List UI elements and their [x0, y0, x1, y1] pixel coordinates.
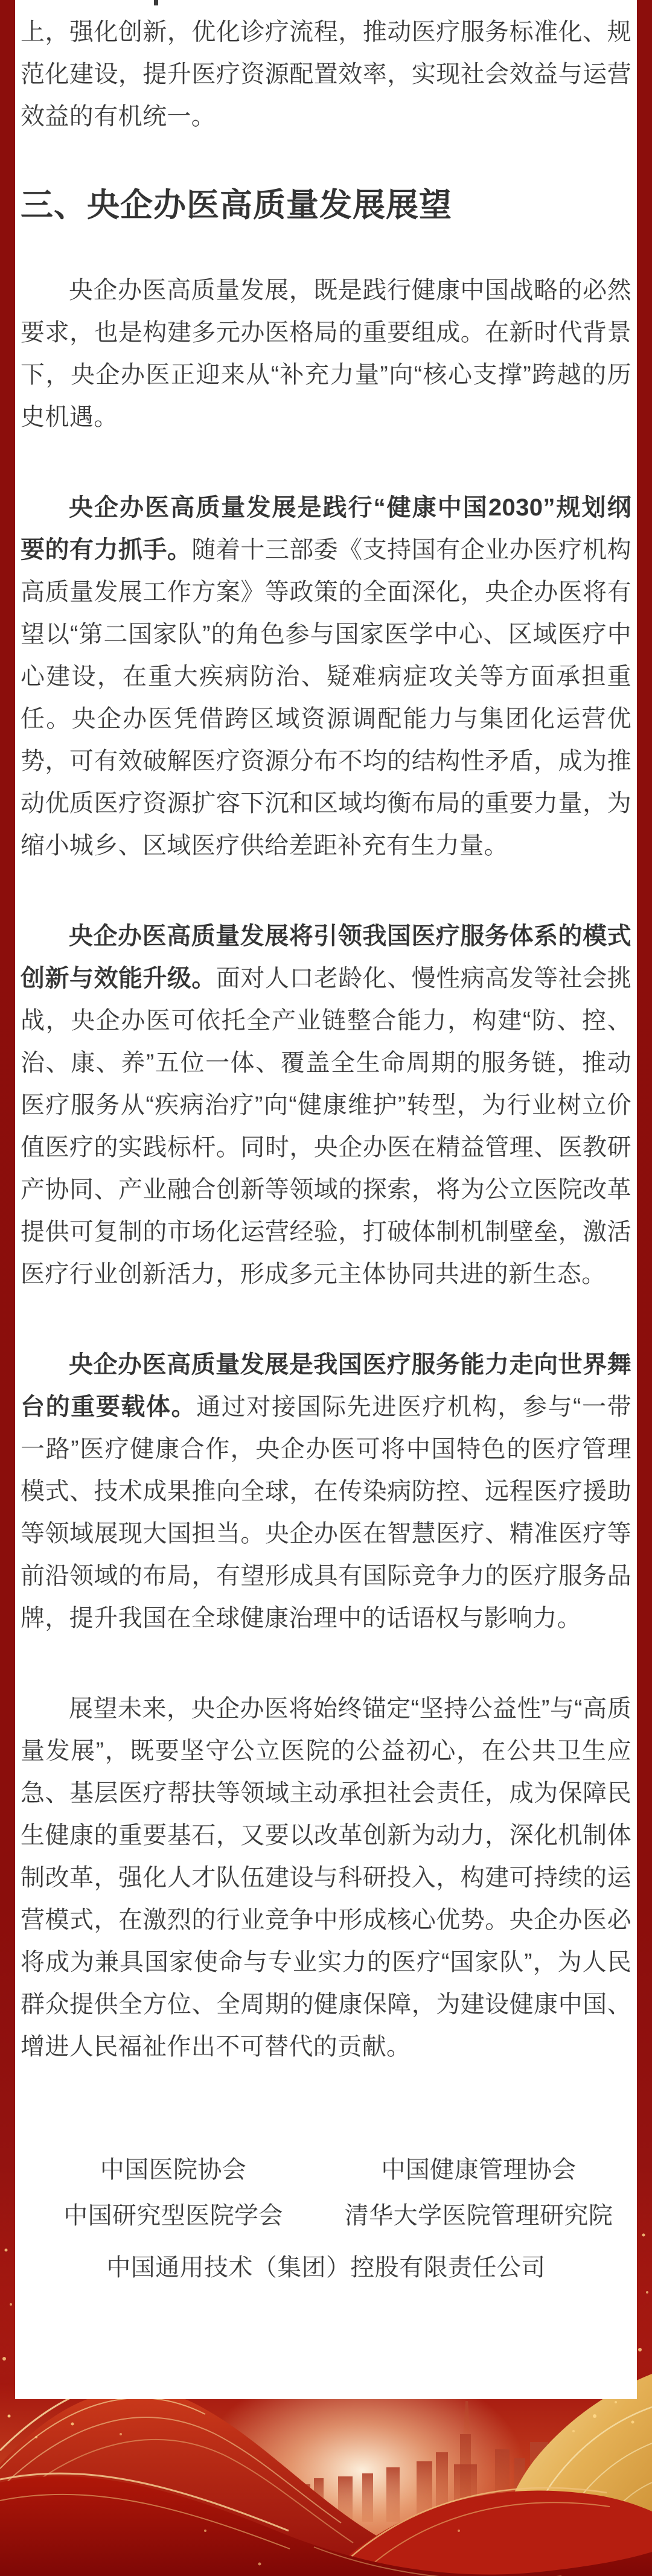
paragraph-5 — [21, 1688, 631, 2068]
signatory-name: 中国研究型医院学会 — [63, 2202, 283, 2229]
paragraph-3 — [21, 915, 631, 1295]
paragraph-lead: 央企办医高质量发展将引领我国医疗服务体系的模式创新与效能升级。 — [21, 923, 631, 992]
signatory-name: 中国医院协会 — [100, 2157, 247, 2183]
signatory-name: 中国健康管理协会 — [381, 2157, 577, 2183]
paragraph-4 — [21, 1344, 631, 1639]
signatory-name: 清华大学医院管理研究院 — [344, 2202, 613, 2229]
section-heading: 三、央企办医高质量发展展望 — [21, 187, 452, 223]
paragraph-lead: 央企办医高质量发展是践行“健康中国2030”规划纲要的有力抓手。 — [21, 494, 631, 563]
signatory-name: 中国通用技术（集团）控股有限责任公司 — [106, 2254, 546, 2281]
paragraph-2 — [21, 486, 631, 867]
signatory-row — [21, 2195, 631, 2237]
article-body — [15, 11, 637, 2289]
paragraph-1 — [21, 269, 631, 438]
content-card — [15, 0, 637, 2399]
cropped-text-remnant — [150, 0, 161, 5]
continuation-paragraph: 上，强化创新，优化诊疗流程，推动医疗服务标准化、规范化建设，提升医疗资源配置效率，实现社会效益与运营效益的有机统一。 — [21, 19, 631, 130]
signatory-row — [21, 2149, 631, 2191]
paragraph-text: 央企办医高质量发展，既是践行健康中国战略的必然要求，也是构建多元办医格局的重要组成。在新时代背景下，央企办医正迎来从“补充力量”向“核心支撑”跨越的历史机遇。 — [21, 277, 631, 430]
signatory-row — [21, 2246, 631, 2289]
paragraph-lead: 央企办医高质量发展是我国医疗服务能力走向世界舞台的重要载体。 — [21, 1351, 631, 1420]
paragraph-text: 通过对接国际先进医疗机构，参与“一带一路”医疗健康合作，央企办医可将中国特色的医疗管理模式、技术成果推向全球，在传染病防控、远程医疗援助等领域展现大国担当。央企办医在智慧医疗、精准医疗等前沿领域的布局，有望形成具有国际竞争力的医疗服务品牌，提升我国在全球健康治理中的话语权与影响力。 — [21, 1394, 631, 1631]
paragraph-text: 随着十三部委《支持国有企业办医疗机构高质量发展工作方案》等政策的全面深化，央企办医将有望以“第二国家队”的角色参与国家医学中心、区域医疗中心建设，在重大疾病防治、疑难病症攻关等方面承担重任。央企办医凭借跨区域资源调配能力与集团化运营优势，可有效破解医疗资源分布不均的结构性矛盾，成为推动优质医疗资源扩容下沉和区域均衡布局的重要力量，为缩小城乡、区域医疗供给差距补充有生力量。 — [21, 537, 631, 859]
paragraph-text: 展望未来，央企办医将始终锚定“坚持公益性”与“高质量发展”，既要坚守公立医院的公益初心，在公共卫生应急、基层医疗帮扶等领域主动承担社会责任，成为保障民生健康的重要基石，又要以改革创新为动力，深化机制体制改革，强化人才队伍建设与科研投入，构建可持续的运营模式，在激烈的行业竞争中形成核心优势。央企办医必将成为兼具国家使命与专业实力的医疗“国家队”，为人民群众提供全方位、全周期的健康保障，为建设健康中国、增进人民福祉作出不可替代的贡献。 — [21, 1695, 631, 2060]
paragraph-text: 面对人口老龄化、慢性病高发等社会挑战，央企办医可依托全产业链整合能力，构建“防、控、治、康、养”五位一体、覆盖全生命周期的服务链，推动医疗服务从“疾病治疗”向“健康维护”转型，为行业树立价值医疗的实践标杆。同时，央企办医在精益管理、医教研产协同、产业融合创新等领域的探索，将为公立医院改革提供可复制的市场化运营经验，打破体制机制壁垒，激活医疗行业创新活力，形成多元主体协同共进的新生态。 — [21, 965, 631, 1287]
signatories-block — [21, 2149, 631, 2289]
